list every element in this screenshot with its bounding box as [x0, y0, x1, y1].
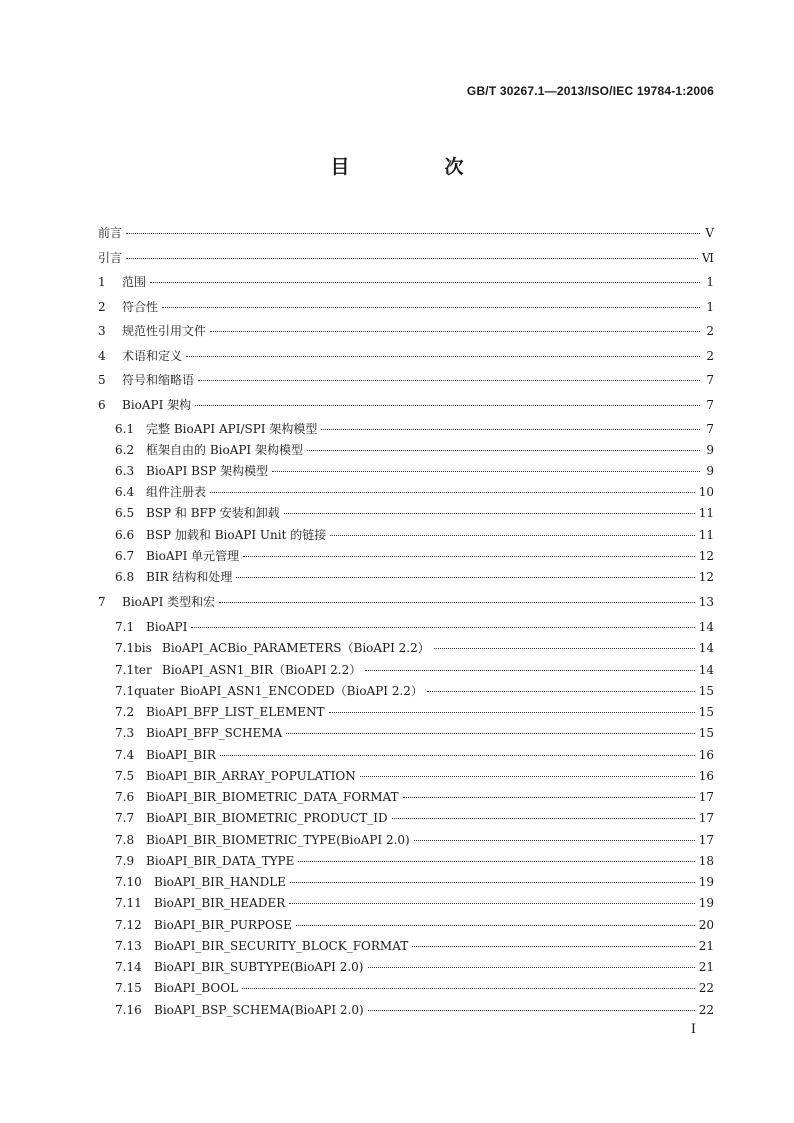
toc-title: BioAPI_ACBio_PARAMETERS（BioAPI 2.2） — [162, 641, 430, 655]
toc-entry-7-1bis[interactable] — [98, 641, 714, 655]
toc-title: BioAPI 单元管理 — [146, 549, 240, 563]
toc-title: BioAPI_BIR_HEADER — [154, 896, 286, 910]
toc-page: 7 — [706, 398, 714, 412]
toc-page: 14 — [698, 620, 714, 634]
toc-number: 6.4 — [115, 485, 135, 499]
leader-dots — [272, 471, 700, 472]
leader-dots — [236, 577, 694, 578]
toc-page: 22 — [698, 1003, 714, 1017]
toc-number: 7.10 — [115, 875, 142, 889]
toc-entry-6-8[interactable] — [98, 570, 714, 584]
toc-number: 1 — [98, 275, 106, 289]
toc-page: 10 — [698, 485, 714, 499]
toc-entry-7-2[interactable] — [98, 705, 714, 719]
toc-title: 前言 — [98, 226, 123, 240]
toc-page: 19 — [698, 896, 714, 910]
toc-title: 规范性引用文件 — [122, 324, 207, 338]
leader-dots — [198, 380, 700, 381]
toc-number: 7.2 — [115, 705, 135, 719]
toc-title: BioAPI_BIR_ARRAY_POPULATION — [146, 769, 356, 783]
leader-dots — [186, 356, 700, 357]
toc-page: Ⅴ — [705, 226, 714, 240]
toc-title: BioAPI_BIR_BIOMETRIC_PRODUCT_ID — [146, 811, 388, 825]
leader-dots — [195, 405, 700, 406]
toc-title: BioAPI_BIR_DATA_TYPE — [146, 854, 295, 868]
toc-page: 7 — [706, 422, 714, 436]
toc-entry-6-7[interactable] — [98, 549, 714, 563]
toc-number: 7.5 — [115, 769, 135, 783]
toc-page: 20 — [698, 918, 714, 932]
toc-entry-7-8[interactable] — [98, 833, 714, 847]
page-number: Ⅰ — [690, 1022, 696, 1037]
toc-title: BioAPI_BIR_PURPOSE — [154, 918, 292, 932]
toc-page: 14 — [698, 663, 714, 677]
toc-page: 1 — [706, 300, 714, 314]
leader-dots — [162, 307, 700, 308]
toc-number: 7.7 — [115, 811, 135, 825]
toc-number: 7.16 — [115, 1003, 142, 1017]
leader-dots — [219, 602, 695, 603]
toc-number: 7.1quater — [115, 684, 175, 698]
leader-dots — [298, 861, 694, 862]
toc-page: 7 — [706, 373, 714, 387]
leader-dots — [126, 233, 700, 234]
toc-number: 7.8 — [115, 833, 135, 847]
toc-title: 符号和缩略语 — [122, 373, 195, 387]
toc-number: 6.6 — [115, 528, 135, 542]
leader-dots — [434, 648, 695, 649]
toc-number: 7.9 — [115, 854, 135, 868]
toc-page: Ⅵ — [701, 251, 714, 265]
toc-number: 6.7 — [115, 549, 135, 563]
toc-entry-7-3[interactable] — [98, 726, 714, 740]
toc-page: 2 — [706, 324, 714, 338]
toc-number: 7.11 — [115, 896, 142, 910]
toc-number: 7.3 — [115, 726, 135, 740]
toc-page: 11 — [698, 528, 714, 542]
toc-title: BioAPI_BIR_BIOMETRIC_DATA_FORMAT — [146, 790, 399, 804]
toc-number: 7.14 — [115, 960, 142, 974]
toc-number: 7.6 — [115, 790, 135, 804]
toc-number: 7.1bis — [115, 641, 152, 655]
toc-page: 15 — [698, 726, 714, 740]
toc-page: 14 — [698, 641, 714, 655]
toc-entry-4[interactable] — [98, 349, 714, 363]
toc-page: 15 — [698, 705, 714, 719]
toc-title: 框架自由的 BioAPI 架构模型 — [146, 443, 303, 457]
leader-dots — [403, 797, 695, 798]
toc-entry-7-5[interactable] — [98, 769, 714, 783]
toc-number: 5 — [98, 373, 106, 387]
leader-dots — [210, 331, 700, 332]
toc-number: 7.1ter — [115, 663, 152, 677]
toc-number: 6.1 — [115, 422, 135, 436]
toc-title: BioAPI 类型和宏 — [122, 595, 216, 609]
toc-page: 9 — [706, 464, 714, 478]
toc-entry-7-13[interactable] — [98, 939, 714, 953]
leader-dots — [329, 712, 695, 713]
toc-title: BioAPI_BIR_SUBTYPE(BioAPI 2.0) — [154, 960, 364, 974]
leader-dots — [427, 691, 695, 692]
leader-dots — [126, 258, 698, 259]
leader-dots — [150, 282, 700, 283]
toc-title: BioAPI_BIR_BIOMETRIC_TYPE(BioAPI 2.0) — [146, 833, 410, 847]
toc-entry-7-7[interactable] — [98, 811, 714, 825]
leader-dots — [210, 492, 695, 493]
toc-title: BioAPI_BOOL — [154, 981, 239, 995]
toc-page: 12 — [698, 570, 714, 584]
toc-entry-7-10[interactable] — [98, 875, 714, 889]
toc-title: BioAPI_BSP_SCHEMA(BioAPI 2.0) — [154, 1003, 364, 1017]
toc-title: BioAPI_BFP_SCHEMA — [146, 726, 283, 740]
toc-entry-7-1ter[interactable] — [98, 663, 714, 677]
toc-page: 15 — [698, 684, 714, 698]
toc-number: 7.13 — [115, 939, 142, 953]
leader-dots — [307, 450, 700, 451]
toc-title: BioAPI 架构 — [122, 398, 192, 412]
toc-entry-2[interactable] — [98, 300, 714, 314]
leader-dots — [365, 670, 694, 671]
toc-page: 17 — [698, 833, 714, 847]
toc-entry-6-3[interactable] — [98, 464, 714, 478]
toc-number: 4 — [98, 349, 106, 363]
toc-entry-6-4[interactable] — [98, 485, 714, 499]
toc-page: 17 — [698, 790, 714, 804]
leader-dots — [412, 946, 695, 947]
toc-title: BioAPI_BIR — [146, 748, 216, 762]
toc-entry-foreword[interactable] — [98, 226, 714, 240]
toc-entry-7-9[interactable] — [98, 854, 714, 868]
toc-entry-introduction[interactable] — [98, 251, 714, 265]
toc-title: 组件注册表 — [146, 485, 207, 499]
toc-entry-7-12[interactable] — [98, 918, 714, 932]
toc-title: BioAPI_ASN1_ENCODED（BioAPI 2.2） — [180, 684, 423, 698]
leader-dots — [286, 733, 695, 734]
toc-entry-5[interactable] — [98, 373, 714, 387]
toc-entry-3[interactable] — [98, 324, 714, 338]
toc-entry-6-1[interactable] — [98, 422, 714, 436]
toc-title: 符合性 — [122, 300, 159, 314]
toc-page: 18 — [698, 854, 714, 868]
toc-number: 7 — [98, 595, 106, 609]
leader-dots — [360, 776, 695, 777]
toc-entry-7-11[interactable] — [98, 896, 714, 910]
toc-page: 1 — [706, 275, 714, 289]
toc-page: 21 — [698, 939, 714, 953]
toc-page: 12 — [698, 549, 714, 563]
toc-title: BIR 结构和处理 — [146, 570, 233, 584]
leader-dots — [243, 556, 695, 557]
toc-page: 16 — [698, 748, 714, 762]
toc-page: 11 — [698, 506, 714, 520]
leader-dots — [368, 967, 695, 968]
toc-title: 术语和定义 — [122, 349, 183, 363]
toc-title: BSP 加载和 BioAPI Unit 的链接 — [146, 528, 327, 542]
toc-title: 完整 BioAPI API/SPI 架构模型 — [146, 422, 318, 436]
toc-entry-7-4[interactable] — [98, 748, 714, 762]
leader-dots — [321, 429, 700, 430]
leader-dots — [414, 840, 695, 841]
toc-page: 13 — [698, 595, 714, 609]
toc-title: 范围 — [122, 275, 147, 289]
toc-entry-7-14[interactable] — [98, 960, 714, 974]
toc-title: BioAPI_BFP_LIST_ELEMENT — [146, 705, 325, 719]
toc-page: 2 — [706, 349, 714, 363]
leader-dots — [191, 627, 694, 628]
toc-title: BioAPI BSP 架构模型 — [146, 464, 269, 478]
toc-entry-1[interactable] — [98, 275, 714, 289]
toc-title: BioAPI_BIR_SECURITY_BLOCK_FORMAT — [154, 939, 409, 953]
toc-title: BioAPI_BIR_HANDLE — [154, 875, 286, 889]
toc-entry-6-6[interactable] — [98, 528, 714, 542]
standard-number: GB/T 30267.1—2013/ISO/IEC 19784-1:2006 — [466, 84, 714, 98]
toc-page: 16 — [698, 769, 714, 783]
leader-dots — [392, 818, 695, 819]
toc-entry-6-5[interactable] — [98, 506, 714, 520]
toc-entry-7-1[interactable] — [98, 620, 714, 634]
toc-number: 7.12 — [115, 918, 142, 932]
toc-entry-6[interactable] — [98, 398, 714, 412]
page-title: 目 次 — [330, 156, 502, 178]
leader-dots — [368, 1010, 695, 1011]
toc-number: 6.5 — [115, 506, 135, 520]
toc-title: BioAPI_ASN1_BIR（BioAPI 2.2） — [162, 663, 362, 677]
toc-number: 3 — [98, 324, 106, 338]
toc-entry-7-15[interactable] — [98, 981, 714, 995]
toc-number: 6.8 — [115, 570, 135, 584]
toc-entry-7[interactable] — [98, 595, 714, 609]
toc-page: 22 — [698, 981, 714, 995]
toc-page: 9 — [706, 443, 714, 457]
leader-dots — [242, 988, 695, 989]
leader-dots — [289, 903, 694, 904]
toc-title: BSP 和 BFP 安装和卸载 — [146, 506, 280, 520]
leader-dots — [330, 535, 694, 536]
leader-dots — [220, 755, 695, 756]
toc-entry-7-6[interactable] — [98, 790, 714, 804]
toc-title: 引言 — [98, 251, 123, 265]
toc-number: 6.3 — [115, 464, 135, 478]
toc-page: 17 — [698, 811, 714, 825]
toc-number: 7.4 — [115, 748, 135, 762]
toc-title: BioAPI — [146, 620, 188, 634]
toc-entry-6-2[interactable] — [98, 443, 714, 457]
leader-dots — [290, 882, 695, 883]
toc-number: 7.15 — [115, 981, 142, 995]
toc-page: 21 — [698, 960, 714, 974]
toc-entry-7-1quater[interactable] — [98, 684, 714, 698]
toc-number: 6.2 — [115, 443, 135, 457]
toc-entry-7-16[interactable] — [98, 1003, 714, 1017]
toc-page: 19 — [698, 875, 714, 889]
leader-dots — [296, 925, 695, 926]
toc-number: 2 — [98, 300, 106, 314]
leader-dots — [284, 513, 695, 514]
toc-number: 6 — [98, 398, 106, 412]
toc-number: 7.1 — [115, 620, 135, 634]
